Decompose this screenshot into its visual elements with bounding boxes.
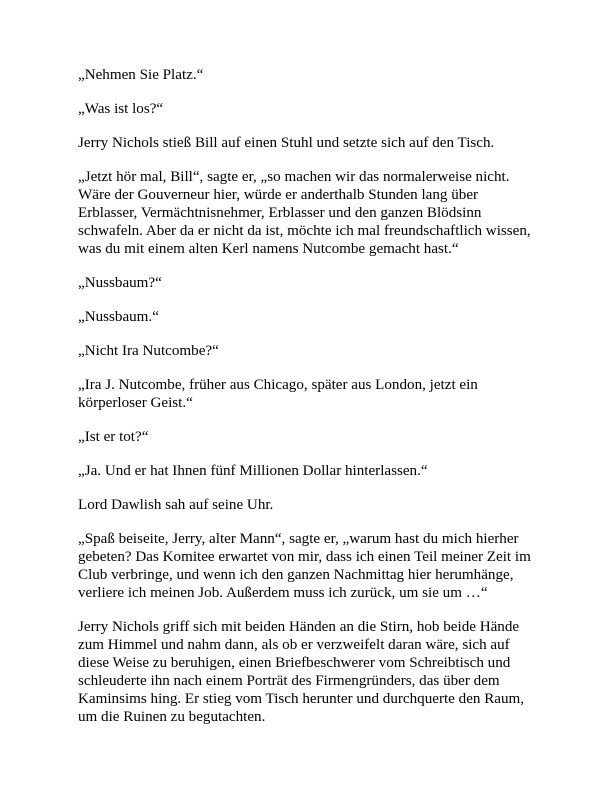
paragraph-11: Lord Dawlish sah auf seine Uhr. — [78, 497, 274, 513]
paragraph-7: „Nicht Ira Nutcombe?“ — [78, 343, 219, 359]
paragraph-2: „Was ist los?“ — [78, 101, 164, 117]
paragraph-10: „Ja. Und er hat Ihnen fünf Millionen Dollar hinterlassen.“ — [78, 463, 428, 479]
paragraph-5: „Nussbaum?“ — [78, 275, 162, 291]
paragraph-1: „Nehmen Sie Platz.“ — [78, 67, 204, 83]
paragraph-3: Jerry Nichols stieß Bill auf einen Stuhl und setzte sich auf den Tisch. — [78, 135, 495, 151]
document-page — [78, 66, 538, 742]
paragraph-4: „Jetzt hör mal, Bill“, sagte er, „so machen wir das normalerweise nicht. Wäre der Gouverneur hier, würde er anderthalb Stunden lang über Erblasser, Vermächtnisnehmer, Erblasser und den ganzen Blödsinn schwafeln. Aber da er nicht da ist, möchte ich mal freundschaftlich wissen, was du mit einem alten Kerl namens Nutcombe gemacht hast.“ — [78, 169, 531, 257]
paragraph-6: „Nussbaum.“ — [78, 309, 159, 325]
paragraph-12: „Spaß beiseite, Jerry, alter Mann“, sagte er, „warum hast du mich hierher gebeten? Das Komitee erwartet von mir, dass ich einen Teil meiner Zeit im Club verbringe, und wenn ich den ganzen Nachmittag hier herumhänge, verliere ich meinen Job. Außerdem muss ich zurück, um sie um …“ — [78, 531, 531, 601]
paragraph-8: „Ira J. Nutcombe, früher aus Chicago, später aus London, jetzt ein körperloser Geist.“ — [78, 377, 478, 411]
paragraph-13: Jerry Nichols griff sich mit beiden Händen an die Stirn, hob beide Hände zum Himmel und nahm dann, als ob er verzweifelt daran wäre, sich auf diese Weise zu beruhigen, einen Briefbeschwerer vom Schreibtisch und schleuderte ihn nach einem Porträt des Firmengründers, das über dem Kaminsims hing. Er stieg vom Tisch herunter und durchquerte den Raum, um die Ruinen zu begutachten. — [78, 619, 525, 725]
paragraph-9: „Ist er tot?“ — [78, 429, 149, 445]
